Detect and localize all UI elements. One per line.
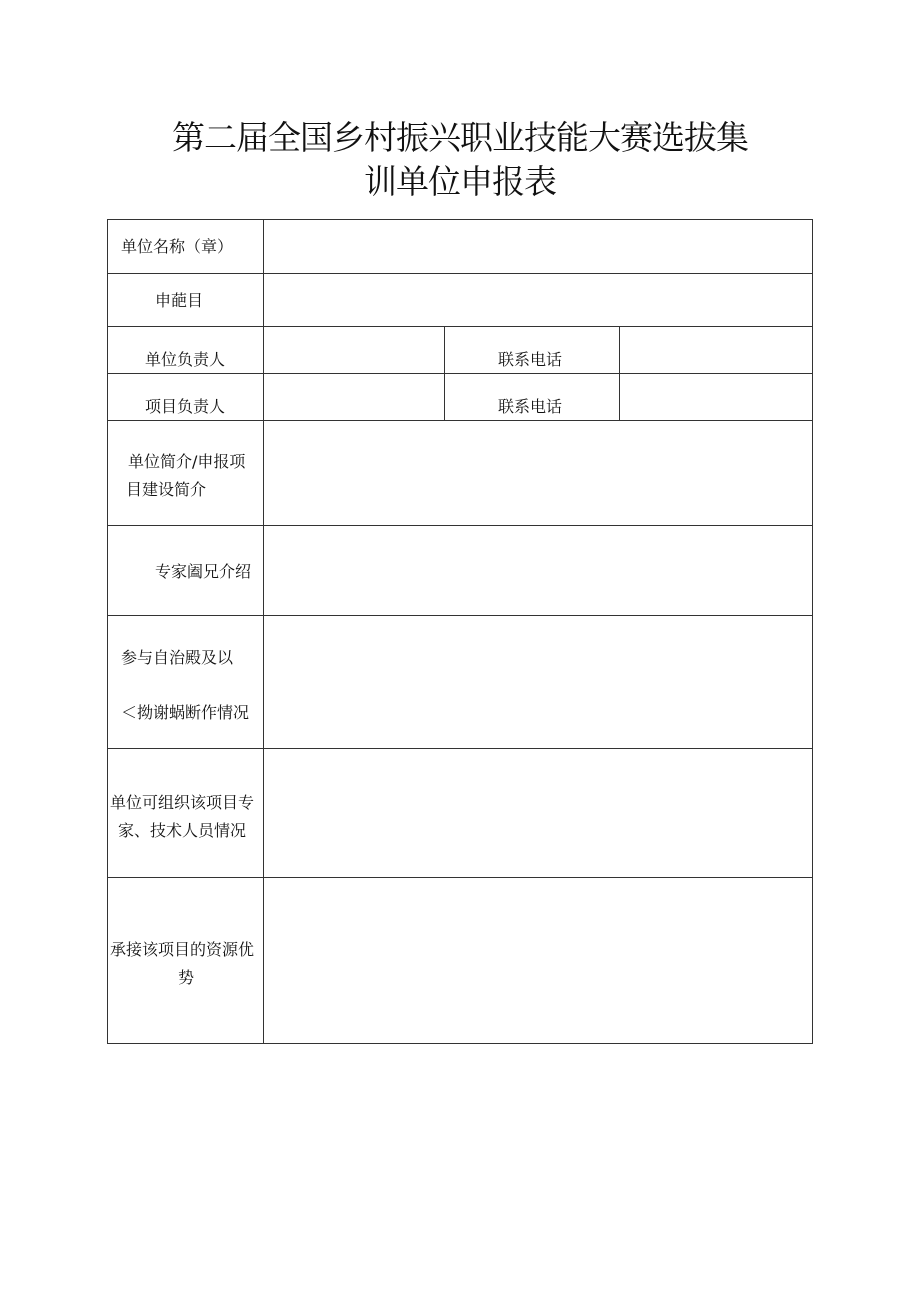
project-field[interactable]: [264, 274, 812, 326]
unit-name-field[interactable]: [264, 220, 812, 273]
project-phone-field[interactable]: [620, 374, 812, 420]
unit-leader-field[interactable]: [264, 327, 444, 373]
participation-label-line1: 参与自治殿及以: [121, 648, 234, 667]
application-form-table: [107, 219, 813, 1044]
form-title-line1: 第二届全国乡村振兴职业技能大赛选拔集: [172, 118, 748, 157]
staff-label-line2: 家、技术人员情况: [118, 821, 247, 840]
resources-label-line2: 势: [178, 968, 195, 987]
form-title-line2: 训单位申报表: [364, 162, 556, 201]
unit-phone-label: 联系电话: [498, 350, 563, 369]
intro-label-line1: 单位简介/申报项: [128, 452, 246, 471]
expert-label: 专家阖兄介绍: [155, 562, 252, 581]
project-phone-label: 联系电话: [498, 397, 563, 416]
participation-field[interactable]: [264, 616, 812, 748]
staff-label-line1: 单位可组织该项目专: [110, 793, 255, 812]
staff-field[interactable]: [264, 749, 812, 877]
unit-phone-field[interactable]: [620, 327, 812, 373]
project-leader-label: 项目负责人: [145, 397, 226, 416]
resources-label-line1: 承接该项目的资源优: [110, 940, 255, 959]
project-leader-field[interactable]: [264, 374, 444, 420]
unit-name-label: 单位名称（章）: [121, 237, 234, 256]
intro-label-line2: 目建设简介: [126, 480, 207, 499]
intro-field[interactable]: [264, 421, 812, 525]
project-label: 申葩目: [155, 291, 204, 310]
resources-field[interactable]: [264, 878, 812, 1043]
column-divider: [444, 326, 445, 420]
unit-leader-label: 单位负责人: [145, 350, 226, 369]
expert-field[interactable]: [264, 526, 812, 615]
participation-label-line2: ＜拗谢蜗断作情况: [121, 703, 250, 722]
